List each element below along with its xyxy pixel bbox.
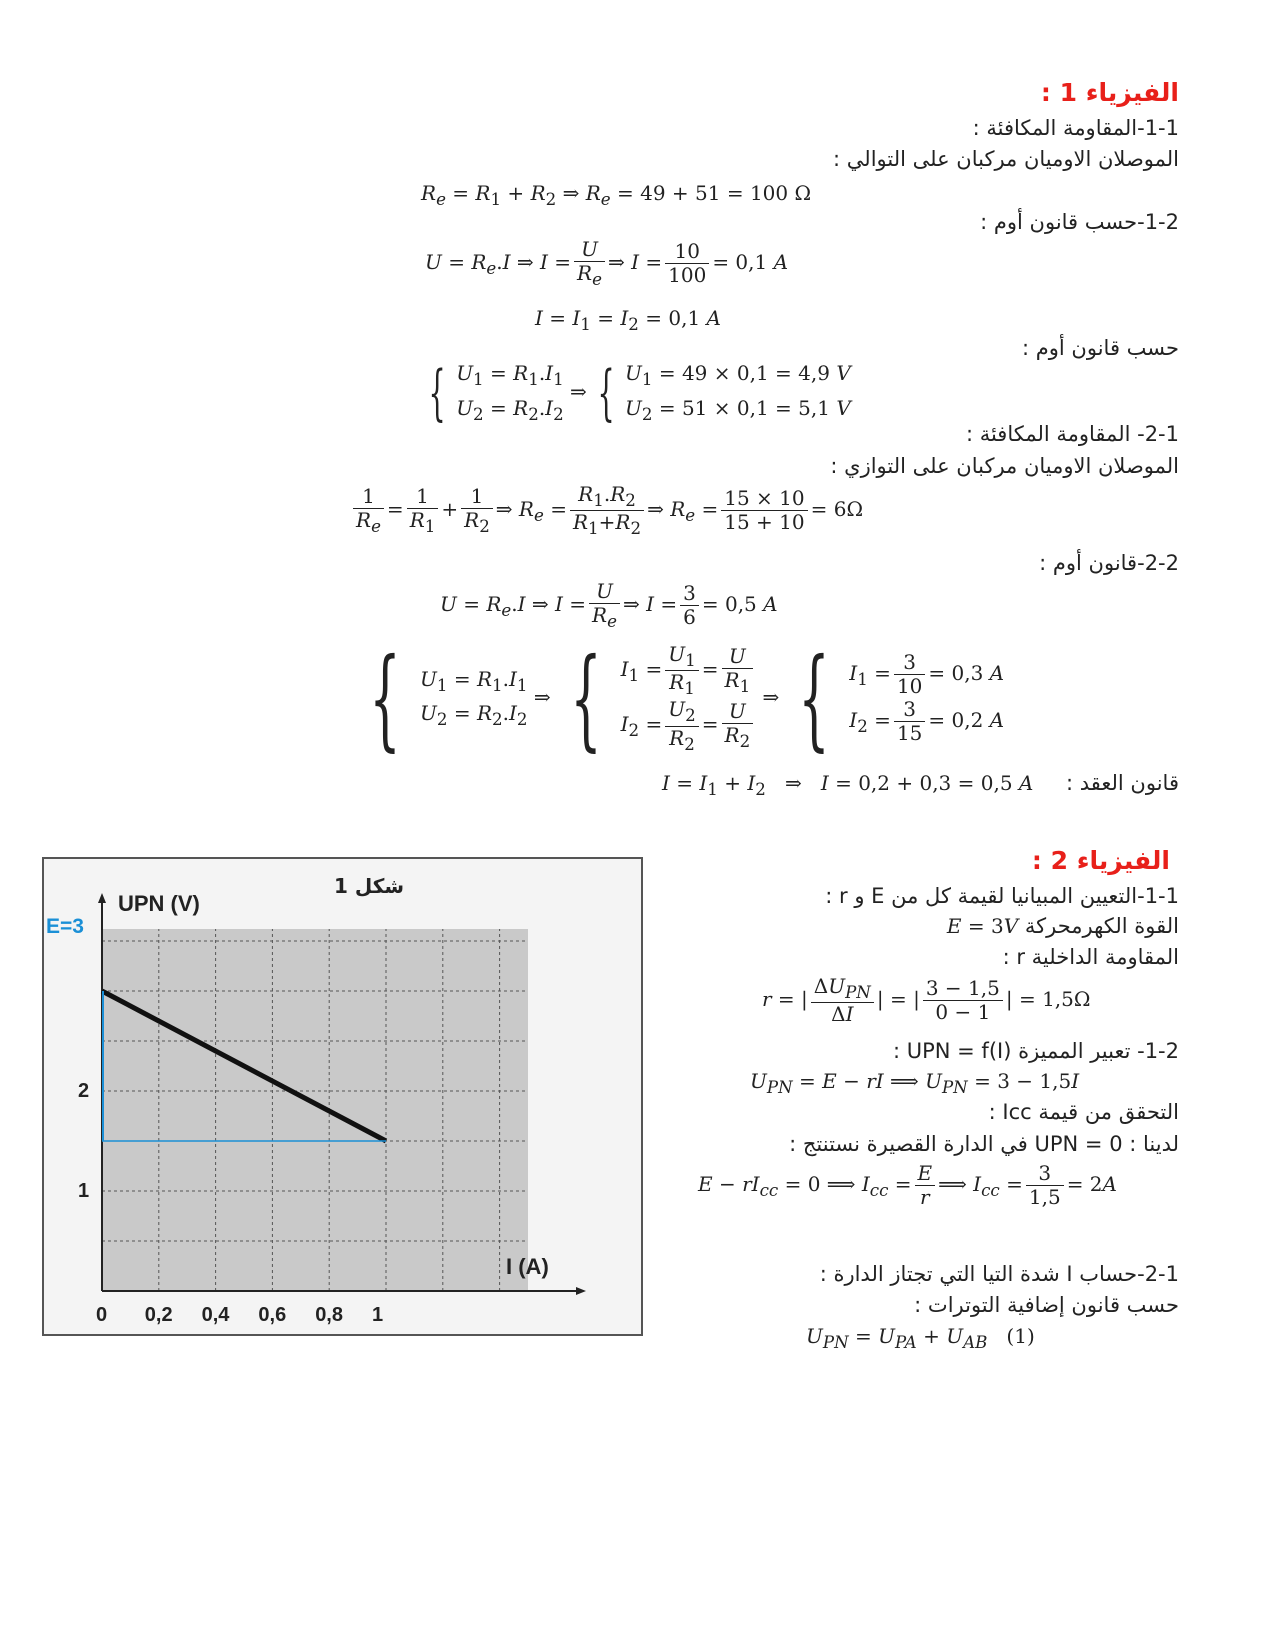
figure-1-graph: [42, 857, 643, 1336]
physics1-series-text: الموصلان الاوميان مركبان على التوالي :: [833, 147, 1179, 171]
physics2-title: الفيزياء 2 :: [1031, 846, 1170, 875]
physics1-title: الفيزياء 1 :: [1040, 78, 1179, 107]
y-axis-label: UPN (V): [118, 891, 200, 916]
x-axis-arrow: [576, 1287, 586, 1295]
x-tick-label: 0,8: [315, 1304, 344, 1326]
physics2-r-label: المقاومة الداخلية r :: [1002, 945, 1179, 969]
emf-value: E = 3V: [946, 914, 1019, 938]
physics1-q12: 1-2-حسب قانون أوم :: [980, 210, 1179, 234]
x-tick-label: 1: [372, 1304, 384, 1326]
physics2-q21: 2-1-حساب I شدة التيا التي تجتاز الدارة :: [819, 1262, 1179, 1286]
eq-r: r = | $\frac{\Delta U_{PN}}{\Delta I}$ | = | $\frac{3 - 1,5}{0 - 1}$ | = 1,5Ω: [762, 974, 1091, 1027]
y-tick-label: 2: [78, 1080, 90, 1102]
physics2-q12: 1-2- تعبير المميزة UPN = f(I) :: [892, 1039, 1179, 1063]
eq-currents: $I = I_1 = I_2 = 0,1$ A: [535, 306, 721, 334]
physics1-q11: 1-1-المقاومة المكافئة :: [972, 116, 1179, 140]
physics2-additivity: حسب قانون إضافية التوترات :: [914, 1293, 1179, 1317]
eq-char: $U_{PN} = E$ − rI ⟹ $U_{PN} = 3 - 1,5I$: [750, 1069, 1080, 1097]
physics1-ohm-text: حسب قانون أوم :: [1022, 336, 1179, 360]
e-marker: E=3: [46, 915, 84, 938]
eq-ohm1: $U = R_e.I$ ⇒ I = $\frac{U}{R_e}$ ⇒ I = $\frac{10}{100}$ = 0,1 A: [425, 237, 789, 289]
physics2-q11: 1-1-التعيين المبيانيا لقيمة كل من E و r :: [825, 884, 1179, 908]
physics1-q21: 2-1- المقاومة المكافئة :: [965, 422, 1179, 446]
eq-node: $I = I_1 + I_2$ ⇒ I = 0,2 + 0,3 = 0,5 A: [662, 771, 1034, 799]
physics1-parallel-text: الموصلان الاوميان مركبان على التوازي :: [830, 454, 1179, 478]
chart-svg: [44, 859, 641, 1334]
x-tick-label: 0,4: [201, 1304, 230, 1326]
eq-parallel: $\frac{1}{R_e}$ = $\frac{1}{R_1}$ + $\frac{1}{R_2}$ ⇒ $R_e$ = $\frac{R_1.R_2}{R_1+R_2}$ ⇒ $R_e$ = $\frac{15 \times 10}{15 + 10}$ = 6Ω: [350, 483, 863, 538]
grid-background: [102, 929, 528, 1291]
x-tick-label: 0,6: [258, 1304, 287, 1326]
eq-ohm2: $U = R_e.I$ ⇒ I = $\frac{U}{R_e}$ ⇒ I = $\frac{3}{6}$ = 0,5 A: [440, 579, 778, 631]
physics2-icc-check: التحقق من قيمة Icc :: [988, 1100, 1179, 1124]
y-tick-label: 1: [78, 1180, 90, 1202]
physics2-short-text: لدينا : 0 = UPN في الدارة القصيرة نستنتج :: [789, 1132, 1179, 1156]
eq-system1: { $U_1 = R_1.I_1$ $U_2 = R_2.I_2$ ⇒ { $U_1 = 49 \times 0,1 = 4,9$ V $U_2 = 51 \times 0,1 = 5,1$ V: [428, 357, 851, 428]
physics1-q22: 2-2-قانون أوم :: [1039, 551, 1179, 575]
x-tick-label: 0: [96, 1304, 108, 1326]
emf-label: القوة الكهرمحركة: [1024, 914, 1179, 938]
physics2-emf: [947, 914, 1179, 938]
eq-icc: $E - rI_{cc} = 0$ ⟹ $I_{cc}$ = $\frac{E}{r}$ ⟹ $I_{cc}$ = $\frac{3}{1,5}$ = 2A: [698, 1161, 1117, 1209]
eq-system2: { $U_1 = R_1.I_1$ $U_2 = R_2.I_2$ ⇒ { $I_1$ = $\frac{U_1}{R_1}$ = $\frac{U}{R_1}$ $I_2$ = $\frac{U_2}{R_2}$ = $\frac{U}{R_2}$ ⇒ { $I_1$ = $\frac{3}{10}$ = 0,3 A $I_2$ = $\frac{3}{15}$ = 0,2 A: [369, 634, 1005, 763]
y-axis-arrow: [98, 893, 106, 903]
x-tick-label: 0,2: [144, 1304, 173, 1326]
figure-caption: شكل 1: [334, 874, 405, 898]
eq-series: $R_e = R_1 + R_2$ ⇒ $R_e = 49 + 51 = 100$ Ω: [421, 181, 812, 209]
x-axis-label: I (A): [506, 1254, 549, 1279]
eq-add: $U_{PN} = U_{PA} + U_{AB}$ (1): [806, 1324, 1035, 1352]
physics1-node-law: قانون العقد :: [1066, 771, 1179, 795]
